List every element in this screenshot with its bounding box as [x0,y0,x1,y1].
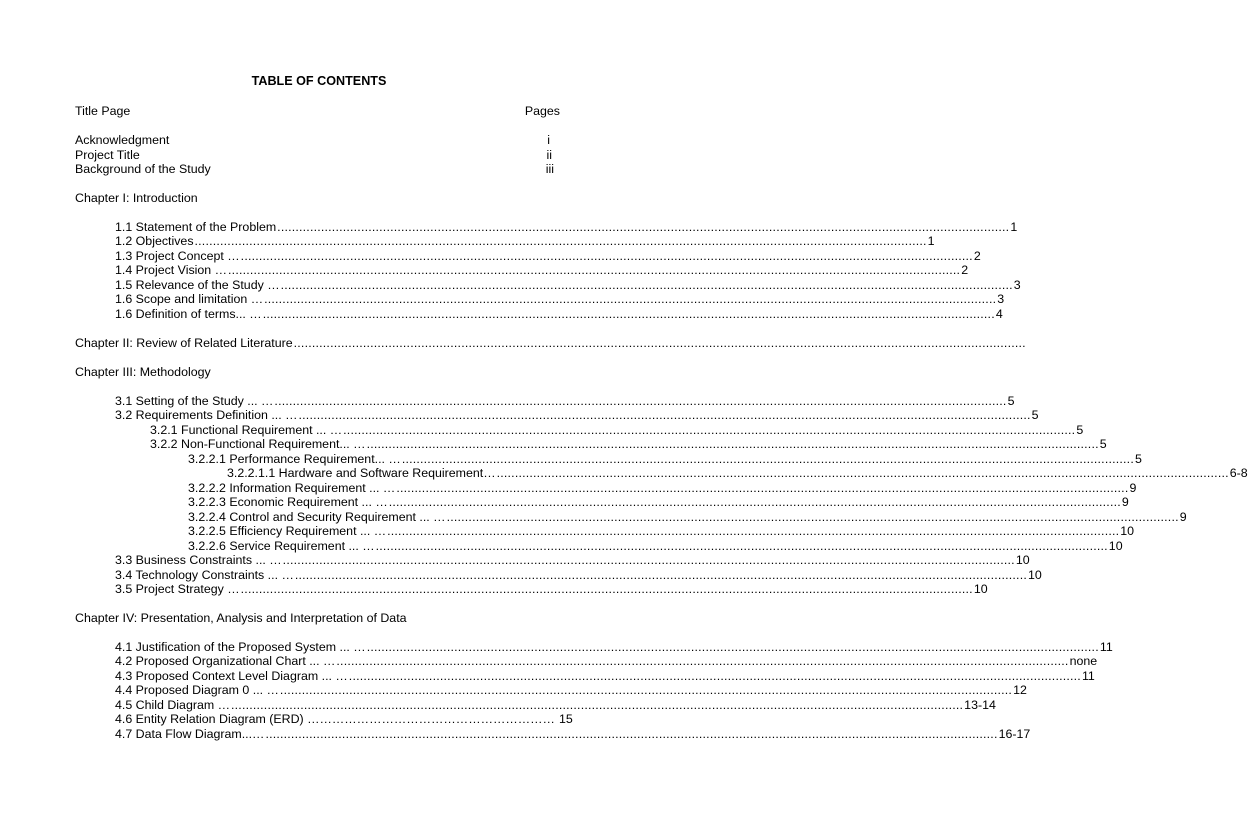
toc-entry [115,654,1098,669]
toc-entry-page: 2 [961,263,969,277]
toc-entry [115,249,981,264]
toc-entry-label: 3.2.2.5 Efficiency Requirement ... … [188,524,387,538]
toc-entry-page: 4 [995,307,1003,321]
toc-entry-label: 3.2.2.3 Economic Requirement ... … [188,495,388,509]
toc-entry-page: 6-8 [1229,466,1248,480]
toc-entry [115,263,969,278]
dot-leader [231,698,963,713]
front-item-page: ii [546,148,552,162]
pages-label: Pages [524,104,560,118]
dot-leader [241,249,973,264]
toc-entry [188,510,1187,525]
toc-entry-page: 1 [1010,220,1018,234]
dot-leader [396,481,1128,496]
dot-leader [294,336,1026,351]
toc-entry-page: 10 [973,582,988,596]
toc-entry [115,669,1095,684]
toc-entry [115,553,1030,568]
dot-leader [295,568,1027,583]
toc-entry-page: 11 [1099,640,1113,654]
toc-entry-label: 1.4 Project Vision … [115,263,228,277]
dot-leader [447,510,1179,525]
toc-entry-label: 4.4 Proposed Diagram 0 ... … [115,683,279,697]
toc-entry-label: 4.2 Proposed Organizational Chart ... … [115,654,336,668]
toc-entry-label: 3.3 Business Constraints ... … [115,553,282,567]
toc-entry [115,278,1021,293]
toc-entry [115,568,1042,583]
toc-entry-label: 1.2 Objectives [115,234,194,248]
toc-entry [115,394,1015,409]
toc-entry-page: 9 [1129,481,1137,495]
chapter-1-title: Chapter I: Introduction [75,191,198,205]
toc-entry [188,539,1123,554]
dot-leader [274,394,1006,409]
chapter-4-title: Chapter IV: Presentation, Analysis and Interpretation of Data [75,611,407,625]
toc-entry-label: 3.2.2.6 Service Requirement ... … [188,539,375,553]
toc-entry-label: 4.6 Entity Relation Diagram (ERD) …………………………………………………… [115,712,555,726]
toc-entry-page: 12 [1013,683,1027,697]
toc-entry-label: 3.1 Setting of the Study ... … [115,394,274,408]
title-page-label: Title Page [75,104,131,118]
toc-entry-label: 1.1 Statement of the Problem [115,220,277,234]
toc-entry-page: 10 [1028,568,1042,582]
dot-leader [241,582,973,597]
toc-entry-label: 3.2.2 Non-Functional Requirement... … [150,437,366,451]
toc-entry [115,683,1027,698]
front-item-label: Project Title [75,148,140,162]
toc-entry [115,307,1003,322]
chapter-2-entry [75,336,547,351]
toc-entry-page: 5 [1076,423,1084,437]
toc-entry [150,437,1107,452]
toc-entry-page: 9 [1179,510,1187,524]
toc-entry-label: 1.6 Scope and limitation … [115,292,264,306]
toc-entry [115,220,1018,235]
dot-leader [283,553,1015,568]
toc-entry [115,698,996,713]
toc-entry [115,408,1039,423]
toc-entry [188,495,1129,510]
toc-entry-page: 3 [997,292,1005,306]
toc-entry-page: 5 [1134,452,1142,466]
dot-leader [343,423,1075,438]
toc-entry-page: 13-14 [964,698,996,712]
dot-leader [387,524,1119,539]
toc-entry [115,292,1005,307]
front-item-label: Background of the Study [75,162,211,176]
toc-entry-page: 5 [1031,408,1039,422]
toc-entry-label: 3.2.2.1 Performance Requirement... … [188,452,401,466]
dot-leader [281,278,1013,293]
chapter-3-title: Chapter III: Methodology [75,365,211,379]
toc-entry [115,712,573,727]
toc-entry-label: 3.4 Technology Constraints ... … [115,568,294,582]
dot-leader [280,683,1012,698]
toc-heading: TABLE OF CONTENTS [251,74,387,88]
toc-entry-label: 4.3 Proposed Context Level Diagram ... … [115,669,348,683]
dot-leader [263,307,995,322]
toc-entry-label: 3.2.2.4 Control and Security Requirement ... … [188,510,446,524]
dot-leader [264,292,996,307]
front-item-page: i [547,133,550,147]
dot-leader [265,727,997,742]
toc-entry [188,481,1137,496]
front-item-label: Acknowledgment [75,133,170,147]
front-item-page: iii [545,162,554,176]
toc-entry [115,640,1113,655]
toc-entry-page: 10 [1120,524,1135,538]
toc-entry-page: 3 [1013,278,1021,292]
dot-leader [299,408,1031,423]
toc-entry-label: 3.5 Project Strategy … [115,582,240,596]
dot-leader [195,234,927,249]
dot-leader [228,263,960,278]
toc-entry-label: 1.3 Project Concept … [115,249,240,263]
toc-entry-label: 3.2.2.2 Information Requirement ... … [188,481,396,495]
dot-leader [349,669,1081,684]
toc-entry-label: 3.2.2.1.1 Hardware and Software Requirement… [227,466,496,480]
toc-entry-page: 5 [1099,437,1107,451]
dot-leader [497,466,1229,481]
toc-entry-page: none [1069,654,1098,668]
toc-entry [115,727,1031,742]
toc-entry [115,234,935,249]
toc-entry-label: 1.6 Definition of terms... … [115,307,262,321]
toc-entry-page: 16-17 [998,727,1031,741]
toc-entry [227,466,1248,481]
toc-entry-page: 2 [973,249,981,263]
toc-entry-page: 10 [1108,539,1123,553]
toc-entry-label: 4.1 Justification of the Proposed System ... … [115,640,366,654]
toc-entry-label: 3.2 Requirements Definition ... … [115,408,298,422]
toc-entry-page: 5 [1007,394,1015,408]
dot-leader [336,654,1068,669]
toc-entry [150,423,1084,438]
dot-leader [376,539,1108,554]
toc-entry-label: 4.7 Data Flow Diagram...… [115,727,265,741]
toc-entry [115,582,988,597]
dot-leader [402,452,1134,467]
toc-entry [188,452,1142,467]
toc-entry-page: 10 [1015,553,1030,567]
chapter-2-title: Chapter II: Review of Related Literature [75,336,293,350]
dot-leader [367,437,1099,452]
toc-entry [188,524,1135,539]
toc-entry-page: 9 [1121,495,1129,509]
toc-entry-label: 3.2.1 Functional Requirement ... … [150,423,343,437]
dot-leader [277,220,1009,235]
toc-entry-label: 4.5 Child Diagram … [115,698,231,712]
dot-leader [389,495,1121,510]
dot-leader [367,640,1099,655]
toc-entry-page: 1 [927,234,935,248]
toc-entry-label: 1.5 Relevance of the Study … [115,278,280,292]
toc-entry-page: 15 [558,712,573,726]
toc-entry-page: 11 [1081,669,1095,683]
